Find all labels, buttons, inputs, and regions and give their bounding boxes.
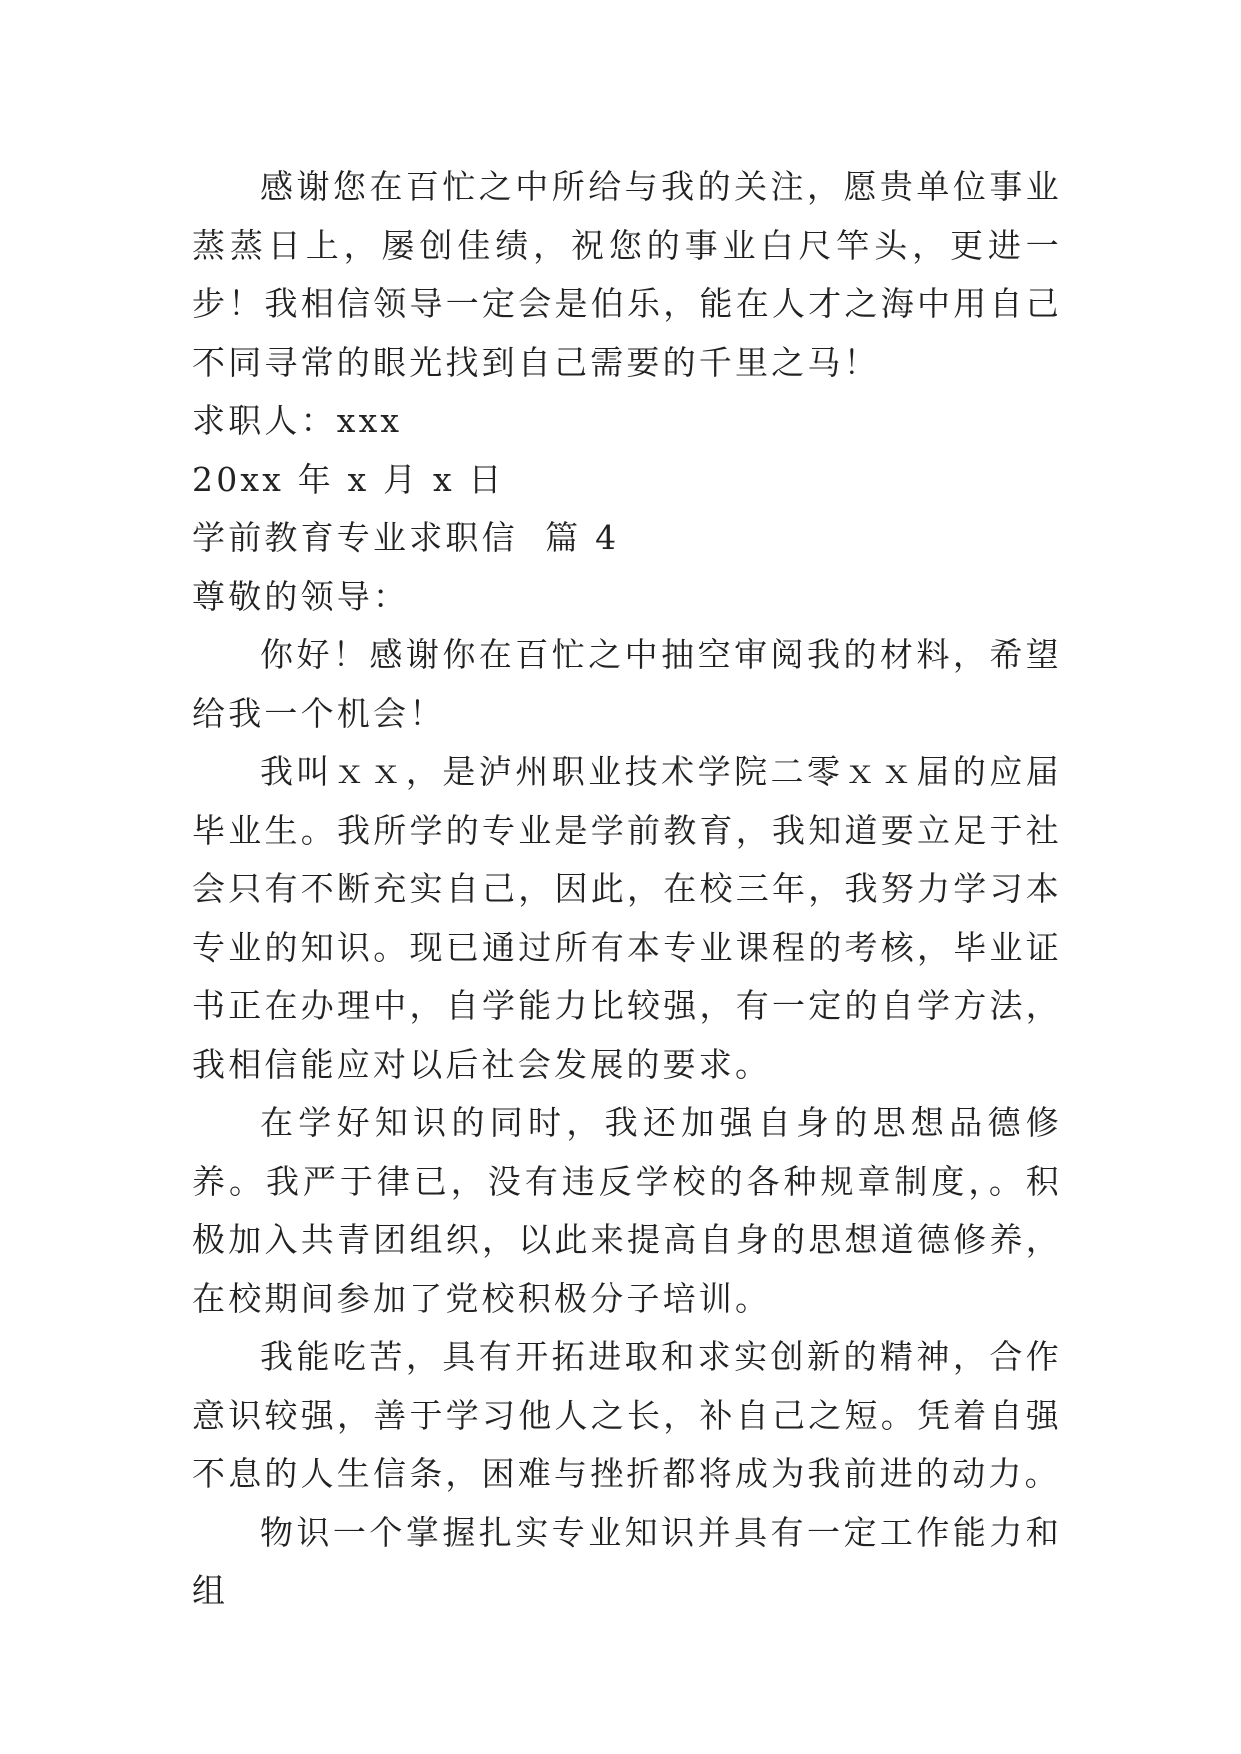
signature-line: 求职人：xxx — [192, 401, 403, 440]
paragraph-closing-thanks: 感谢您在百忙之中所给与我的关注，愿贵单位事业蒸蒸日上，屡创佳绩，祝您的事业白尺竿头，更进一步！我相信领导一定会是伯乐，能在人才之海中用自己不同寻常的眼光找到自己需要的千里之马！ — [192, 167, 1062, 382]
salutation: 尊敬的领导： — [192, 576, 410, 616]
paragraph-greeting: 你好！感谢你在百忙之中抽空审阅我的材料，希望给我一个机会！ — [192, 635, 1062, 733]
paragraph-character: 我能吃苦，具有开拓进取和求实创新的精神，合作意识较强，善于学习他人之长，补自己之短。凭着自强不息的人生信条，困难与挫折都将成为我前进的动力。 — [192, 1337, 1062, 1493]
paragraph-intro: 我叫ｘｘ，是泸州职业技术学院二零ｘｘ届的应届毕业生。我所学的专业是学前教育，我知道要立足于社会只有不断充实自己，因此，在校三年，我努力学习本专业的知识。现已通过所有本专业课程的考核，毕业证书正在办理中，自学能力比较强，有一定的自学方法，我相信能应对以后社会发展的要求。 — [192, 752, 1062, 1084]
paragraph-continuation: 物识一个掌握扎实专业知识并具有一定工作能力和组 — [192, 1512, 1062, 1610]
section-title: 学前教育专业求职信 篇 4 — [192, 518, 620, 557]
letter-body — [192, 158, 1062, 1621]
date-line: 20xx 年 x 月 x 日 — [192, 459, 505, 499]
paragraph-morality: 在学好知识的同时，我还加强自身的思想品德修养。我严于律已，没有违反学校的各种规章制度，。积极加入共青团组织，以此来提高自身的思想道德修养，在校期间参加了党校积极分子培训。 — [192, 1103, 1062, 1318]
